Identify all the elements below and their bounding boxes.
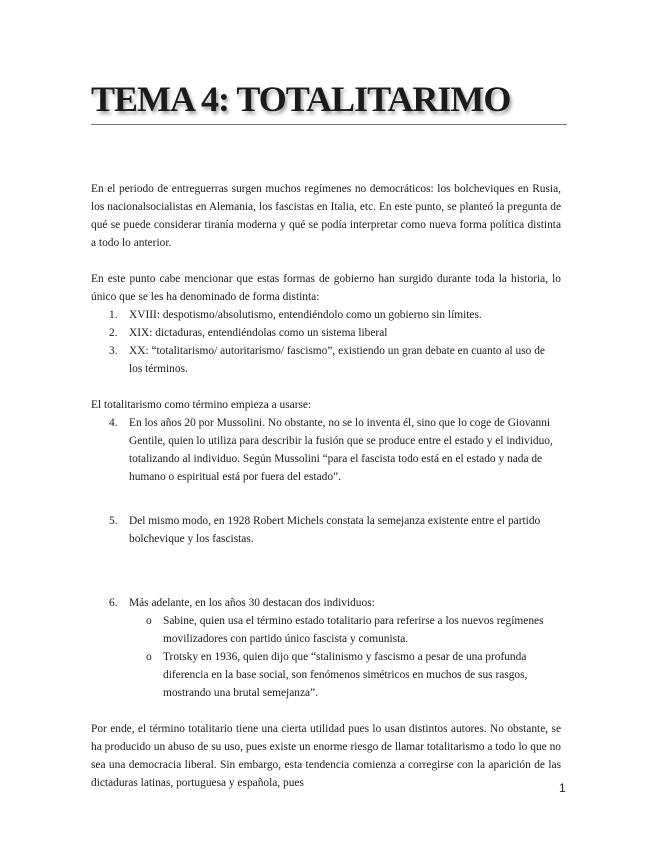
sublist-item: o Sabine, quien usa el término estado totalitario para referirse a los nuevos regímenes movilizadores con partido único fascista y comunista.: [146, 615, 544, 645]
list-item: 6. Más adelante, en los años 30 destacan dos individuos:: [109, 597, 375, 609]
individuals-sublist: [91, 612, 561, 702]
document-body: [91, 180, 561, 792]
list-item: 1. XVIII: despotismo/absolutismo, entendiéndolo como un gobierno sin límites.: [109, 309, 482, 321]
page-title: TEMA 4: TOTALITARIMO: [91, 79, 511, 119]
paragraph-conclusion: Por ende, el término totalitario tiene una cierta utilidad pues lo usan distintos autores. No obstante, se ha producido un abuso de su uso, pues existe un enorme riesgo de llamar totalitarismo a todo lo que no sea una democracia liberal. Sin embargo, esta tendencia comienza a corregirse con la aparición de las dictaduras latinas, portuguesa y española, pues: [91, 723, 561, 789]
sublist-item: o Trotsky en 1936, quien dijo que “stalinismo y fascismo a pesar de una profunda diferencia en la base social, son fenómenos simétricos en muchos de sus rasgos, mostrando una brutal semejanza”.: [146, 651, 528, 699]
centuries-list: [91, 306, 561, 378]
term-history-list: [91, 414, 561, 612]
paragraph-term: El totalitarismo como término empieza a usarse:: [91, 399, 312, 411]
title-underline: [91, 124, 567, 125]
list-item: 5. Del mismo modo, en 1928 Robert Michels constata la semejanza existente entre el partido bolchevique y los fascistas.: [109, 515, 541, 545]
paragraph-forms: En este punto cabe mencionar que estas formas de gobierno han surgido durante toda la historia, lo único que se les ha denominado de forma distinta:: [91, 273, 561, 303]
list-item: 3. XX: “totalitarismo/ autoritarismo/ fascismo”, existiendo un gran debate en cuanto al uso de los términos.: [109, 345, 545, 375]
list-item: 4. En los años 20 por Mussolini. No obstante, no se lo inventa él, sino que lo coge de Giovanni Gentile, quien lo utiliza para describir la fusión que se produce entre el estado y el individuo, totalizando al individuo. Según Mussolini “para el fascista todo está en el estado y nada de humano o espiritual está por fuera del estado”.: [109, 417, 553, 483]
paragraph-intro: En el periodo de entreguerras surgen muchos regímenes no democráticos: los bolcheviques en Rusia, los nacionalsocialistas en Alemania, los fascistas en Italia, etc. En este punto, se planteó la pregunta de qué se puede considerar tiranía moderna y qué se podía interpretar como nueva forma política distinta a todo lo anterior.: [91, 183, 561, 249]
page-number: 1: [559, 781, 566, 795]
list-item: 2. XIX: dictaduras, entendiéndolas como un sistema liberal: [109, 327, 388, 339]
